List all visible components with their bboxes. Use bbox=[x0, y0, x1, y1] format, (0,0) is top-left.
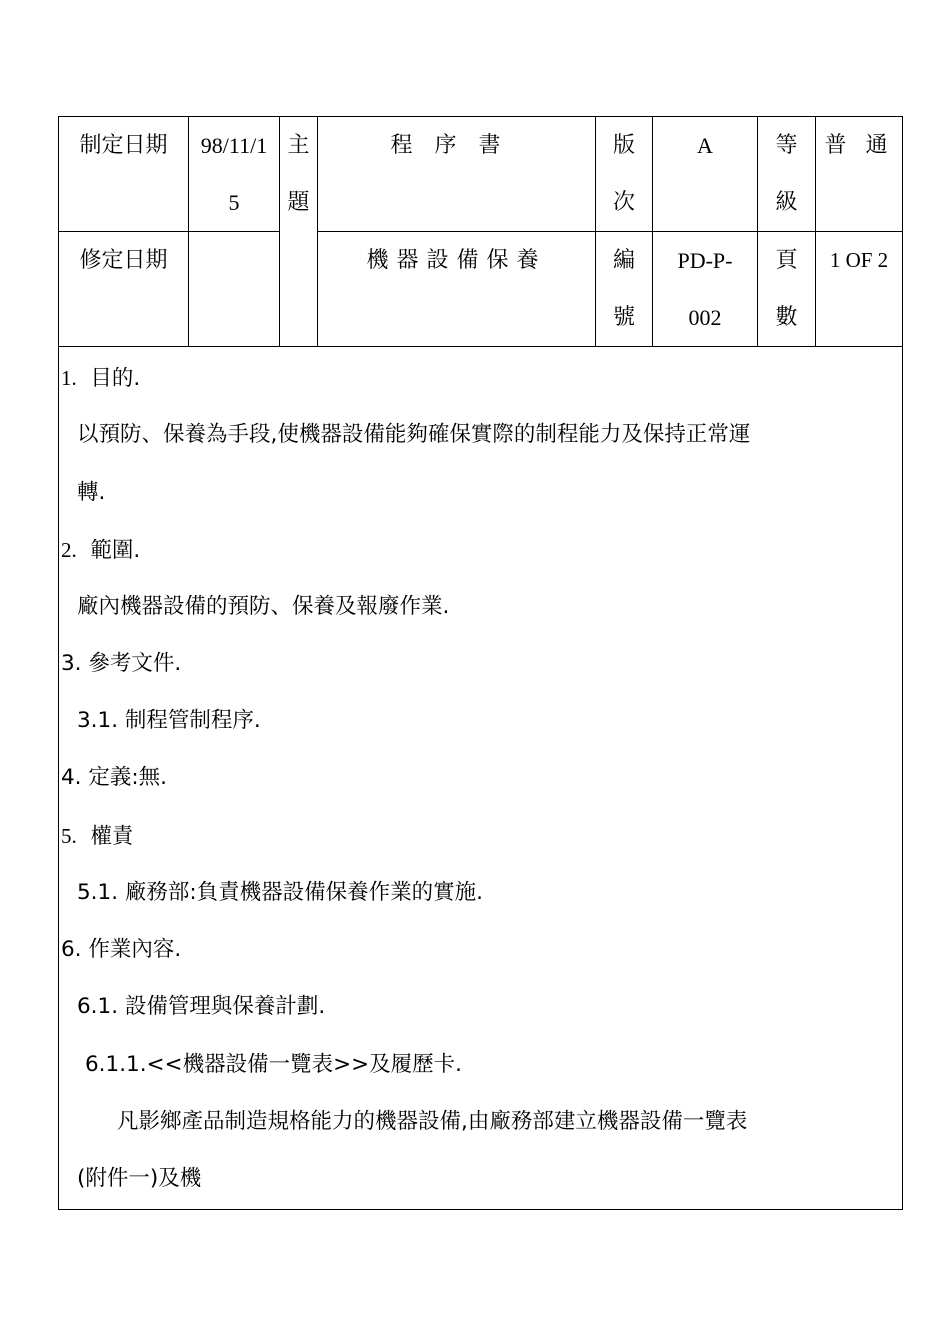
section-3-heading: 3. 參考文件. bbox=[61, 651, 182, 676]
code-label: 編 號 bbox=[596, 232, 653, 347]
section-6-1: 6.1. 設備管理與保養計劃. bbox=[77, 994, 326, 1019]
made-date-label: 制定日期 bbox=[59, 117, 189, 232]
page-value: 1 OF 2 bbox=[816, 232, 903, 347]
section-5-1: 5.1. 廠務部:負責機器設備保養作業的實施. bbox=[77, 880, 483, 905]
page-label: 頁 數 bbox=[758, 232, 816, 347]
section-2-text: 廠內機器設備的預防、保養及報廢作業. bbox=[77, 594, 450, 619]
section-1-text-cont: 轉. bbox=[77, 480, 106, 505]
section-2-heading: 2. 範圍. bbox=[61, 538, 141, 563]
section-6-1-1-text-cont: (附件一)及機 bbox=[77, 1166, 202, 1191]
section-5-heading: 5. 權責 bbox=[61, 824, 134, 849]
level-label: 等 級 bbox=[758, 117, 816, 232]
level-value: 普 通 bbox=[816, 117, 903, 232]
version-value: A bbox=[653, 117, 758, 232]
revised-date-value bbox=[189, 232, 280, 347]
made-date-value bbox=[189, 117, 280, 232]
section-1-text: 以預防、保養為手段,使機器設備能夠確保實際的制程能力及保持正常運 bbox=[77, 422, 751, 447]
code-value: PD-P- 002 bbox=[653, 232, 758, 347]
document-body bbox=[58, 347, 903, 1210]
made-date-line2: 5 bbox=[228, 190, 240, 215]
section-4-heading: 4. 定義:無. bbox=[61, 765, 167, 790]
section-1-heading: 1. 目的. bbox=[61, 366, 141, 391]
made-date-line1: 98/11/1 bbox=[200, 133, 268, 158]
doc-type: 程序書 bbox=[318, 117, 596, 232]
header-table bbox=[58, 116, 903, 347]
revised-date-label: 修定日期 bbox=[59, 232, 189, 347]
document-title: 機器設備保養 bbox=[318, 232, 596, 347]
section-6-heading: 6. 作業內容. bbox=[61, 937, 182, 962]
section-6-1-1: 6.1.1.<<機器設備一覽表>>及履歷卡. bbox=[85, 1052, 462, 1077]
section-6-1-1-text: 凡影鄉產品制造規格能力的機器設備,由廠務部建立機器設備一覽表 bbox=[117, 1109, 748, 1134]
section-3-1: 3.1. 制程管制程序. bbox=[77, 708, 261, 733]
version-label: 版 次 bbox=[596, 117, 653, 232]
subject-label: 主 題 bbox=[280, 117, 318, 347]
